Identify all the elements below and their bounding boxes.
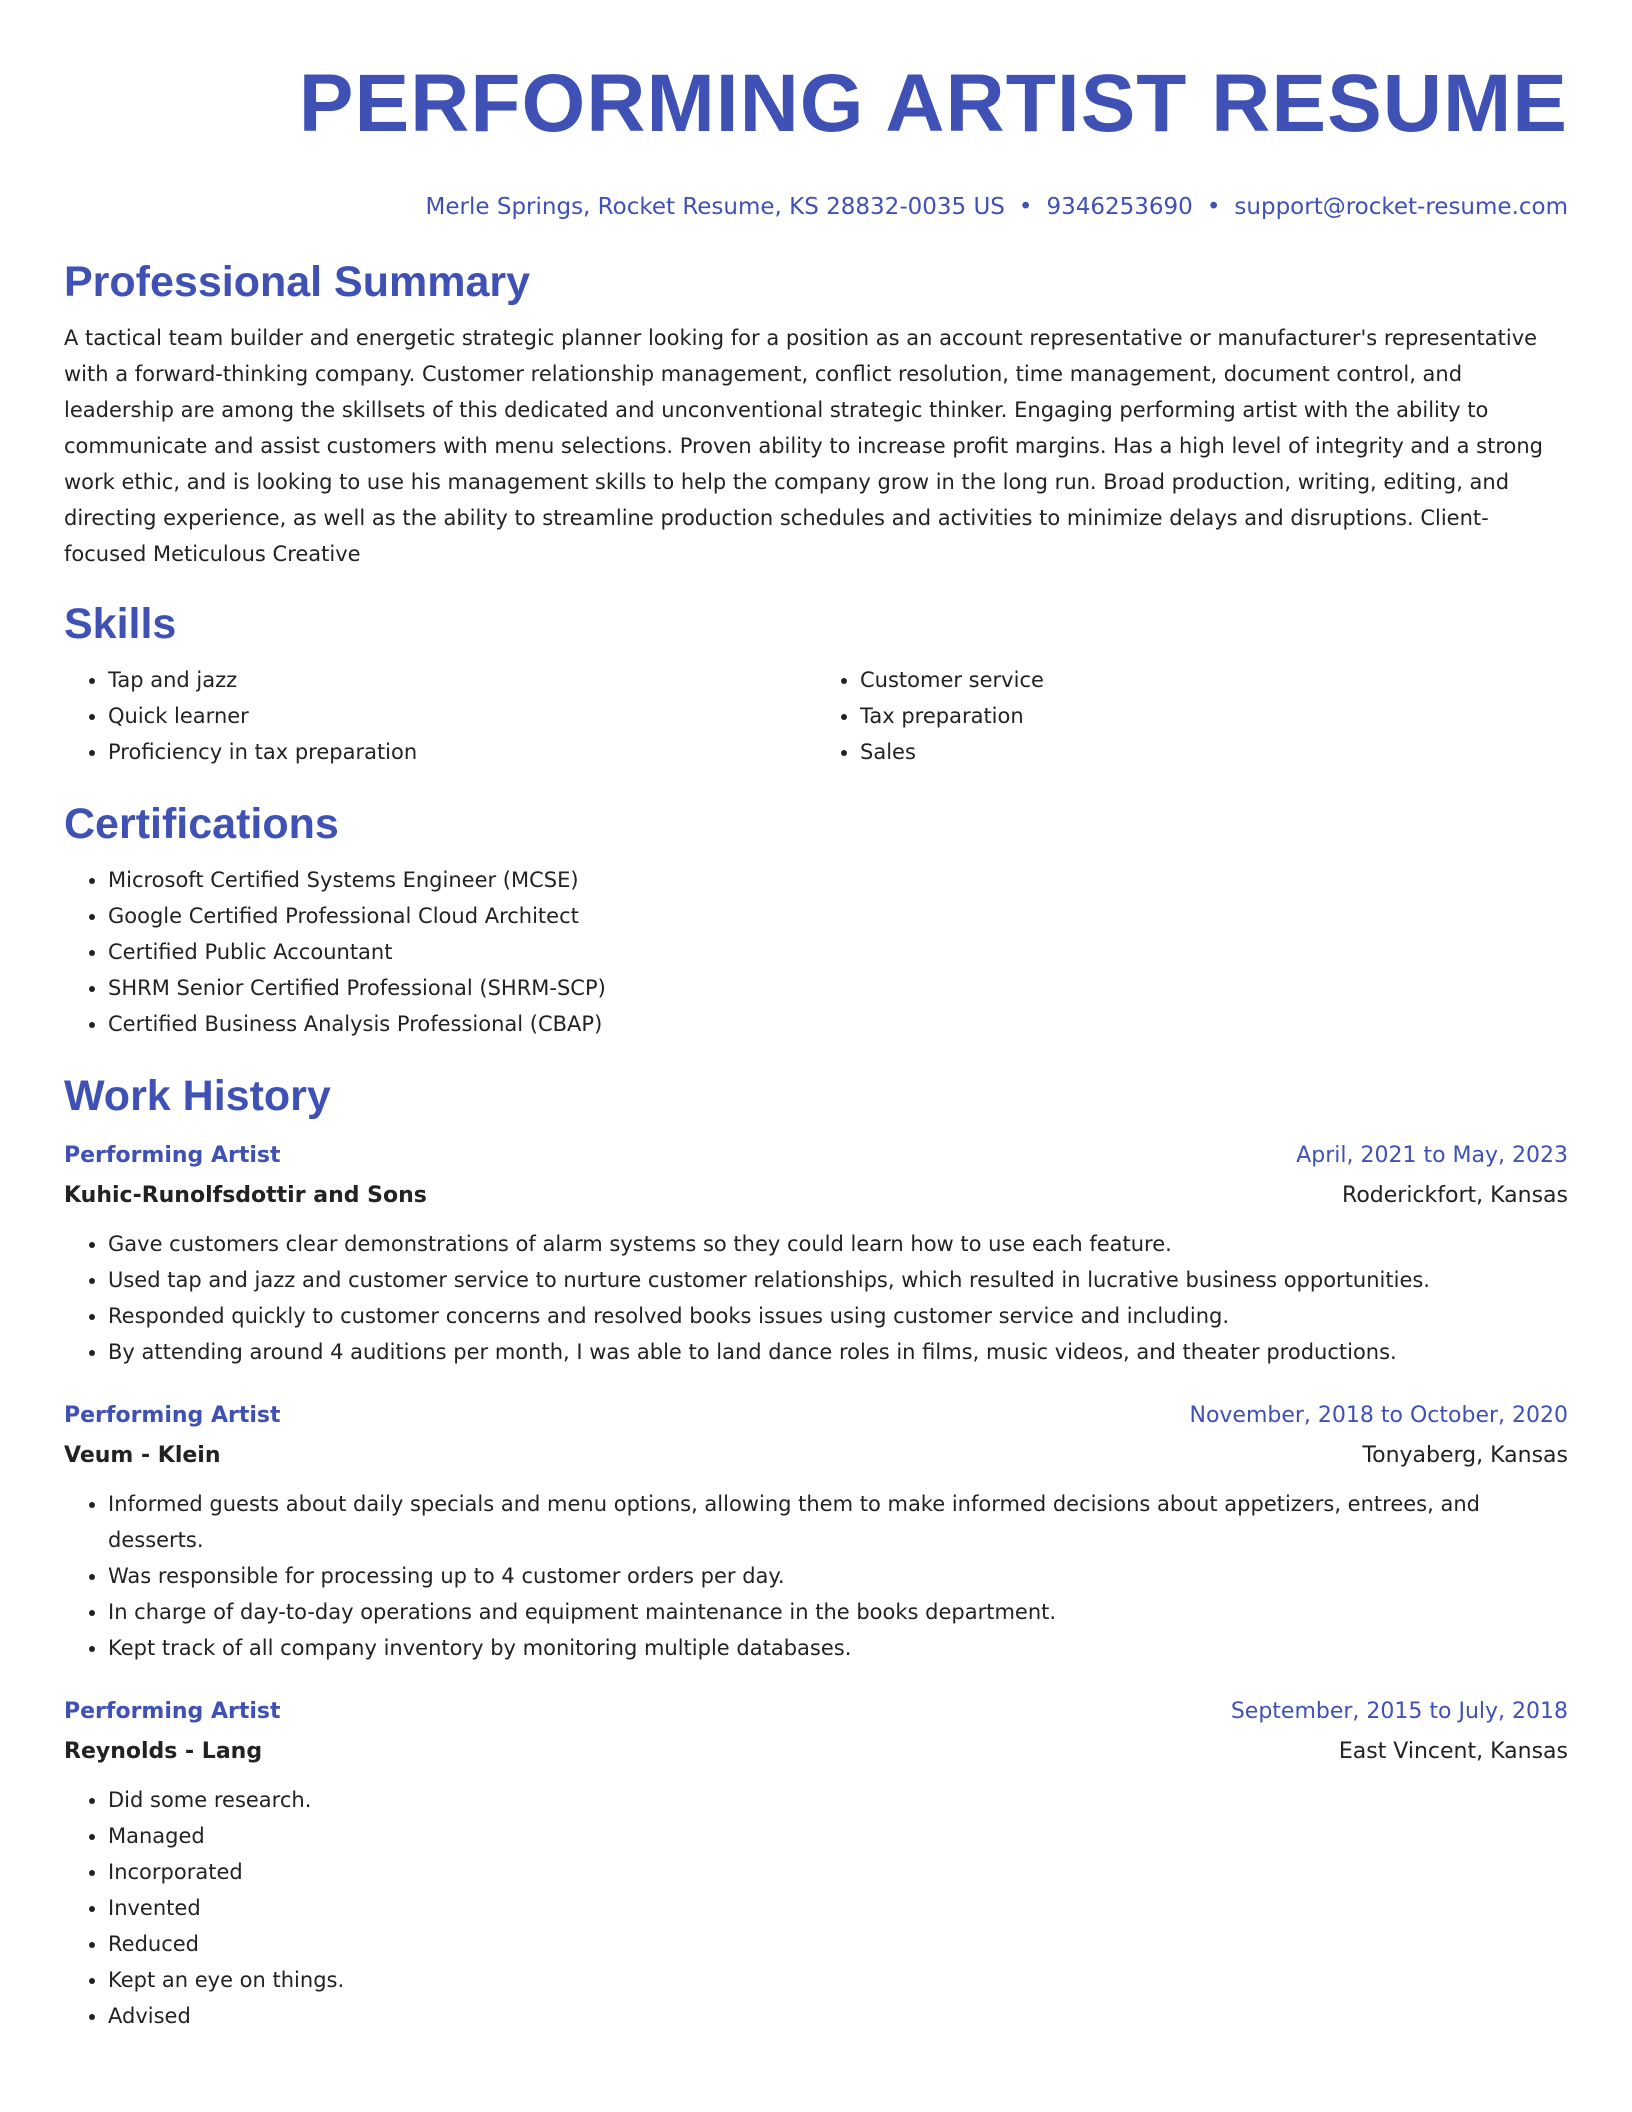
job-bullets <box>64 1782 1568 2034</box>
job-dates: April, 2021 to May, 2023 <box>1296 1143 1568 1168</box>
skill-item: • Quick learner <box>108 698 816 734</box>
job-header-row <box>64 1396 1568 1436</box>
job-bullet: • By attending around 4 auditions per month, I was able to land dance roles in films, music videos, and theater productions. <box>108 1334 1568 1370</box>
contact-email[interactable]: support@rocket-resume.com <box>1234 194 1568 220</box>
job-bullet: • Advised <box>108 1998 1568 2034</box>
job-bullet: • Used tap and jazz and customer service to nurture customer relationships, which resulted in lucrative business opportunities. <box>108 1262 1568 1298</box>
certification-item: • SHRM Senior Certified Professional (SHRM-SCP) <box>108 970 1568 1006</box>
resume-title: PERFORMING ARTIST RESUME <box>298 58 1568 149</box>
contact-address: Merle Springs, Rocket Resume, KS 28832-0035 US <box>425 194 1005 220</box>
contact-separator: • <box>1018 194 1033 220</box>
job-dates: September, 2015 to July, 2018 <box>1230 1699 1568 1724</box>
job-company: Veum - Klein <box>64 1443 221 1468</box>
job-location: Tonyaberg, Kansas <box>1362 1443 1568 1468</box>
work-history-heading: Work History <box>64 1072 331 1120</box>
skill-item: • Customer service <box>860 662 1568 698</box>
job-company-row <box>64 1436 1568 1476</box>
certification-item: • Certified Public Accountant <box>108 934 1568 970</box>
contact-phone: 9346253690 <box>1046 194 1193 220</box>
certification-item: • Certified Business Analysis Professional (CBAP) <box>108 1006 1568 1042</box>
skills-list-left <box>64 662 816 770</box>
job-bullet: • Responded quickly to customer concerns and resolved books issues using customer service and including. <box>108 1298 1568 1334</box>
job-bullets <box>64 1486 1568 1666</box>
skills-columns <box>64 662 1568 770</box>
job-location: Roderickfort, Kansas <box>1342 1183 1568 1208</box>
job-header-row <box>64 1136 1568 1176</box>
job-bullets <box>64 1226 1568 1370</box>
job-entry <box>64 1692 1568 2034</box>
certifications-list <box>64 862 1568 1042</box>
contact-line <box>64 192 1568 222</box>
job-bullet: • Kept track of all company inventory by monitoring multiple databases. <box>108 1630 1568 1666</box>
skill-item: • Proficiency in tax preparation <box>108 734 816 770</box>
summary-heading: Professional Summary <box>64 258 531 306</box>
job-company: Kuhic-Runolfsdottir and Sons <box>64 1183 427 1208</box>
job-header-row <box>64 1692 1568 1732</box>
job-bullet: • Gave customers clear demonstrations of alarm systems so they could learn how to use each feature. <box>108 1226 1568 1262</box>
job-bullet: • Kept an eye on things. <box>108 1962 1568 1998</box>
skills-list-right <box>816 662 1568 770</box>
skills-heading: Skills <box>64 600 177 648</box>
job-role: Performing Artist <box>64 1143 281 1168</box>
job-bullet: • In charge of day-to-day operations and equipment maintenance in the books department. <box>108 1594 1568 1630</box>
certification-item: • Google Certified Professional Cloud Architect <box>108 898 1568 934</box>
certifications-heading: Certifications <box>64 800 339 848</box>
skill-item: • Tap and jazz <box>108 662 816 698</box>
summary-text: A tactical team builder and energetic strategic planner looking for a position as an account representative or manufacturer's representative with a forward-thinking company. Customer relationship management, conflict resolution, time management, document control, and leadership are among the skillsets of this dedicated and unconventional strategic thinker. Engaging performing artist with the ability to communicate and assist customers with menu selections. Proven ability to increase profit margins. Has a high level of integrity and a strong work ethic, and is looking to use his management skills to help the company grow in the long run. Broad production, writing, editing, and directing experience, as well as the ability to streamline production schedules and activities to minimize delays and disruptions. Client-focused Meticulous Creative <box>64 326 1543 566</box>
job-dates: November, 2018 to October, 2020 <box>1189 1403 1568 1428</box>
job-bullet: • Reduced <box>108 1926 1568 1962</box>
job-bullet: • Did some research. <box>108 1782 1568 1818</box>
contact-separator: • <box>1206 194 1221 220</box>
job-company-row <box>64 1732 1568 1772</box>
job-location: East Vincent, Kansas <box>1338 1739 1568 1764</box>
job-entry <box>64 1136 1568 1370</box>
certification-item: • Microsoft Certified Systems Engineer (MCSE) <box>108 862 1568 898</box>
skill-item: • Tax preparation <box>860 698 1568 734</box>
job-role: Performing Artist <box>64 1403 281 1428</box>
job-bullet: • Managed <box>108 1818 1568 1854</box>
job-entry <box>64 1396 1568 1666</box>
job-bullet: • Invented <box>108 1890 1568 1926</box>
job-company-row <box>64 1176 1568 1216</box>
job-company: Reynolds - Lang <box>64 1739 263 1764</box>
job-bullet: • Was responsible for processing up to 4 customer orders per day. <box>108 1558 1568 1594</box>
job-role: Performing Artist <box>64 1699 281 1724</box>
job-bullet: • Incorporated <box>108 1854 1568 1890</box>
job-bullet: • Informed guests about daily specials and menu options, allowing them to make informed decisions about appetizers, entrees, and desserts. <box>108 1486 1568 1558</box>
skill-item: • Sales <box>860 734 1568 770</box>
